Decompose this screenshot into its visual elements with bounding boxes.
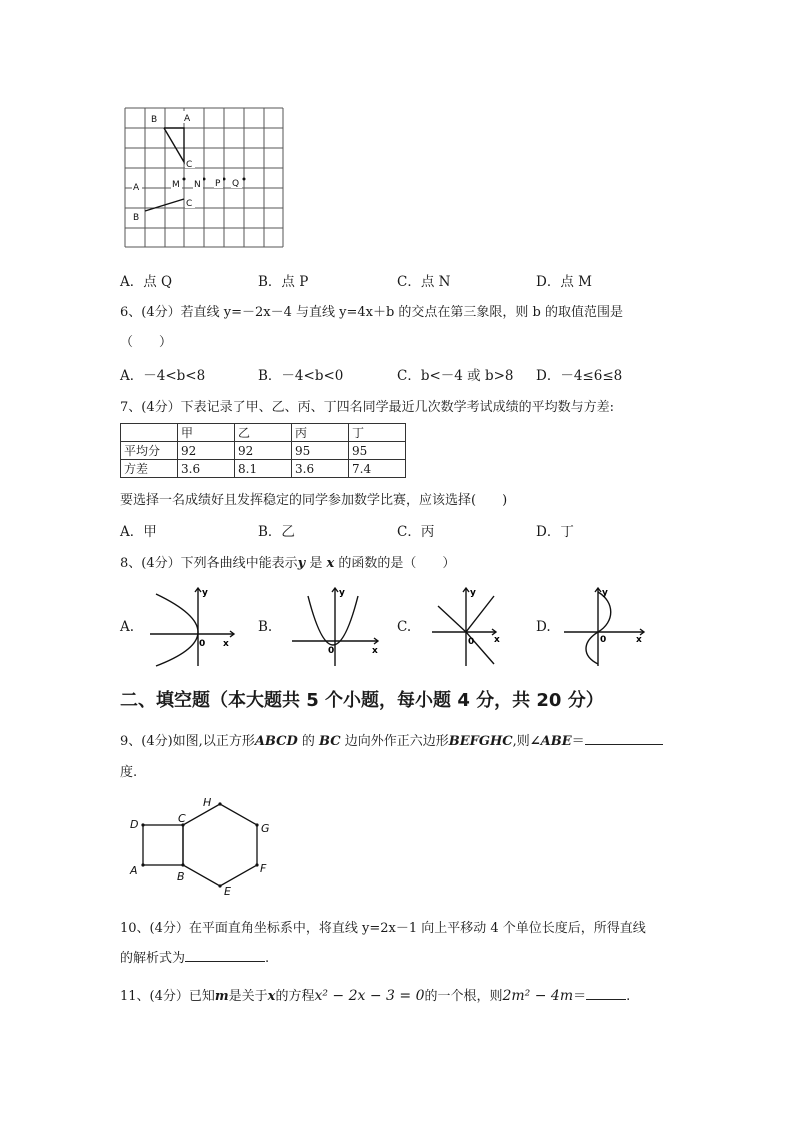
q6-option-c: C．b<－4 或 b>8 [397,368,514,384]
point-d: D [130,818,139,831]
grid-label-c-low: C [186,199,193,209]
q6-paren: （ ） [120,335,173,350]
q8-var-y: y [297,556,306,571]
graph-b [290,584,384,668]
q11-mid3: 的一个根，则 [424,989,503,1004]
q8-option-a-label: A. [120,619,135,635]
q7-option-c: C．丙 [397,524,435,540]
graph-b-x-label: x [372,646,378,656]
q11-equals: ＝ [573,989,587,1004]
table-cell: 平均分 [121,442,178,460]
q8-text-after: 的函数的是（ ） [334,556,456,571]
grid-label-a-top: A [184,114,191,124]
q11-m: m [214,989,229,1004]
q8-var-x: x [326,556,335,571]
grid-figure [120,104,288,252]
grid-label-a-low: A [133,183,140,193]
q7-option-b: B．乙 [258,524,295,540]
q9-de: 的 [297,734,320,749]
table-row [121,442,406,460]
q6-text: 6、(4分）若直线 y=－2x－4 与直线 y=4x＋b 的交点在第三象限，则 b 的取值范围是 [120,305,624,320]
graph-d-y-label: y [602,588,608,598]
grid-label-p: P [215,179,221,189]
q10-line1: 10、(4分）在平面直角坐标系中，将直线 y=2x－1 向上平移动 4 个单位长度后，所得直线 [120,921,646,936]
q6-option-a: A．－4<b<8 [120,368,206,384]
graph-c [430,584,506,668]
table-row [121,460,406,478]
q11-prefix: 11、(4分）已知 [120,989,215,1004]
graph-b-y-label: y [339,588,345,598]
table-cell: 3.6 [292,460,349,478]
graph-c-x-label: x [494,635,500,645]
table-header-cell: 甲 [178,424,235,442]
graph-a [148,584,238,668]
table-cell: 95 [292,442,349,460]
q9-prefix: 9、(4分)如图,以正方形 [120,734,255,749]
q7-option-a: A．甲 [120,524,157,540]
q9-hex: BEFGHC [448,734,513,749]
q9-bc: BC [319,734,341,749]
q8-text [120,552,455,571]
q9-abcd: ABCD [254,734,298,749]
point-h: H [203,796,212,809]
table-header-cell [121,424,178,442]
q6-option-d: D．－4≤6≤8 [536,368,623,384]
q8-option-b-label: B. [258,619,273,635]
q8-option-d-label: D. [536,619,551,635]
table-cell: 方差 [121,460,178,478]
variance-table [120,423,406,478]
point-e: E [224,885,231,898]
q11-mid2: 的方程 [275,989,315,1004]
point-a: A [130,864,138,877]
table-cell: 7.4 [349,460,406,478]
graph-d [560,584,656,668]
graph-c-y-label: y [470,588,476,598]
table-header-row [121,424,406,442]
q9-text [120,730,663,749]
section-title: 二、填空题（本大题共 5 个小题，每小题 4 分，共 20 分） [120,690,604,711]
q10-end: . [265,951,270,966]
graph-b-origin: 0 [328,646,335,656]
table-header-cell: 乙 [235,424,292,442]
q11-equation: x² − 2x − 3 = 0 [314,988,425,1004]
grid-label-q: Q [232,179,240,189]
q8-text-mid: 是 [305,556,327,571]
graph-a-y-label: y [202,588,208,598]
table-cell: 92 [235,442,292,460]
graph-a-origin: 0 [199,639,206,649]
graph-d-origin: 0 [600,635,607,645]
q9-angle: ∠ABE [529,734,572,749]
q9-unit: 度. [120,765,138,780]
grid-label-c-top: C [186,160,193,170]
graph-a-x-label: x [223,639,229,649]
q7-question: 要选择一名成绩好且发挥稳定的同学参加数学比赛，应该选择( ) [120,493,508,508]
point-c: C [178,812,186,825]
point-f: F [260,862,267,875]
q9-answer-blank[interactable] [585,744,663,745]
q5-option-c: C．点 N [397,274,451,290]
grid-label-n: N [194,180,201,190]
q10-line2-text: 的解析式为 [120,951,186,966]
table-header-cell: 丙 [292,424,349,442]
q11-answer-blank[interactable] [586,999,626,1000]
point-g: G [261,822,270,835]
q7-text: 7、(4分）下表记录了甲、乙、丙、丁四名同学最近几次数学考试成绩的平均数与方差: [120,400,614,415]
q9-comma: ,则 [512,734,530,749]
q11-text [120,985,630,1004]
q10-line2 [120,947,269,966]
grid-label-b-low: B [133,213,140,223]
q5-option-a: A．点 Q [120,274,173,290]
q8-text-before: 8、(4分）下列各曲线中能表示 [120,556,298,571]
table-header-cell: 丁 [349,424,406,442]
point-b: B [177,870,185,883]
q9-mid: 边向外作正六边形 [340,734,449,749]
q11-expression: 2m² − 4m [502,988,574,1004]
q8-option-c-label: C. [397,619,412,635]
q9-eq: ＝ [571,734,585,749]
graph-c-origin: 0 [468,637,475,647]
q5-option-b: B．点 P [258,274,309,290]
table-cell: 95 [349,442,406,460]
q11-mid: 是关于 [228,989,268,1004]
q6-option-b: B．－4<b<0 [258,368,344,384]
q11-x: x [267,989,276,1004]
grid-label-m: M [172,180,180,190]
grid-label-b-top: B [151,115,158,125]
table-cell: 92 [178,442,235,460]
table-cell: 8.1 [235,460,292,478]
graph-d-x-label: x [636,635,642,645]
q11-end: . [626,989,631,1004]
square-hexagon-figure [125,794,280,898]
q7-option-d: D．丁 [536,524,574,540]
q5-option-d: D．点 M [536,274,592,290]
q10-answer-blank[interactable] [185,961,265,962]
table-cell: 3.6 [178,460,235,478]
